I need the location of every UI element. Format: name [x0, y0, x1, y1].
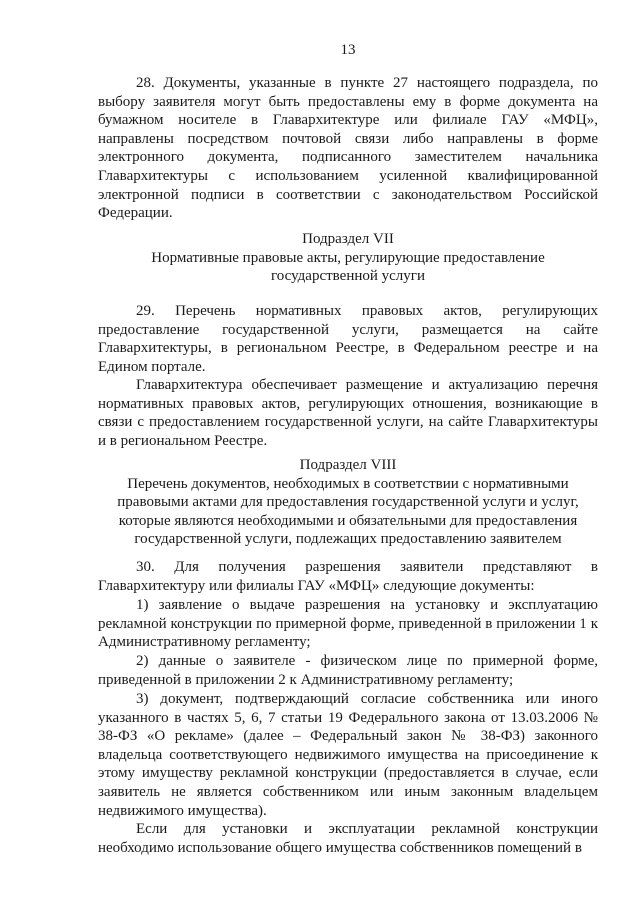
- section-7-subtitle: Нормативные правовые акты, регулирующие предоставление государственной услуги: [151, 249, 545, 285]
- page-number: 13: [340, 42, 356, 58]
- section-8-heading: [98, 456, 598, 549]
- section-8-title: Подраздел VIII: [299, 457, 397, 473]
- paragraph-29: 29. Перечень нормативных правовых актов, регулирующих предоставление государственной услуги, размещается на сайте Главархитектуры, в региональном Реестре, в Федеральном реестре и на Едином портале.: [98, 303, 598, 375]
- section-7-heading: [98, 230, 598, 286]
- document-page: [98, 0, 598, 905]
- paragraph-30: 30. Для получения разрешения заявители представляют в Главархитектуру или филиалы ГАУ «МФЦ» следующие документы:: [98, 559, 598, 594]
- list-item-2: 2) данные о заявителе - физическом лице по примерной форме, приведенной в приложении 2 к Административному регламенту;: [98, 653, 598, 688]
- list-item-3: 3) документ, подтверждающий согласие собственника или иного указанного в частях 5, 6, 7 статьи 19 Федерального закона от 13.03.2006 № 38-ФЗ «О рекламе» (далее – Федеральный закон № 38-ФЗ) законного владельца соответствующего недвижимого имущества на присоединение к этому имуществу рекламной конструкции (предоставляется в случае, если заявитель не является собственником или иным законным владельцем недвижимого имущества).: [98, 691, 598, 819]
- section-8-subtitle: Перечень документов, необходимых в соответствии с нормативными правовыми актами для предоставления государственной услуги и услуг, которые являются необходимыми и обязательными для предоставления государственной услуги, подлежащих предоставлению заявителем: [117, 475, 579, 548]
- paragraph-28: 28. Документы, указанные в пункте 27 настоящего подраздела, по выбору заявителя могут быть предоставлены ему в форме документа на бумажном носителе в Главархитектуре или филиале ГАУ «МФЦ», направлены посредством почтовой связи либо направлены в форме электронного документа, подписанного заместителем начальника Главархитектуры с использованием усиленной квалифицированной электронной подписи в соответствии с законодательством Российской Федерации.: [98, 75, 598, 222]
- list-item-1: 1) заявление о выдаче разрешения на установку и эксплуатацию рекламной конструкции по примерной форме, приведенной в приложении 1 к Административному регламенту;: [98, 597, 598, 651]
- section-7-title: Подраздел VII: [302, 231, 394, 247]
- paragraph-29-continued: Главархитектура обеспечивает размещение и актуализацию перечня нормативных правовых актов, регулирующих отношения, возникающие в связи с предоставлением государственной услуги, на сайте Главархитектуры и в региональном Реестре.: [98, 377, 598, 449]
- paragraph-shared-property: Если для установки и эксплуатации рекламной конструкции необходимо использование общего имущества собственников помещений в: [98, 821, 598, 856]
